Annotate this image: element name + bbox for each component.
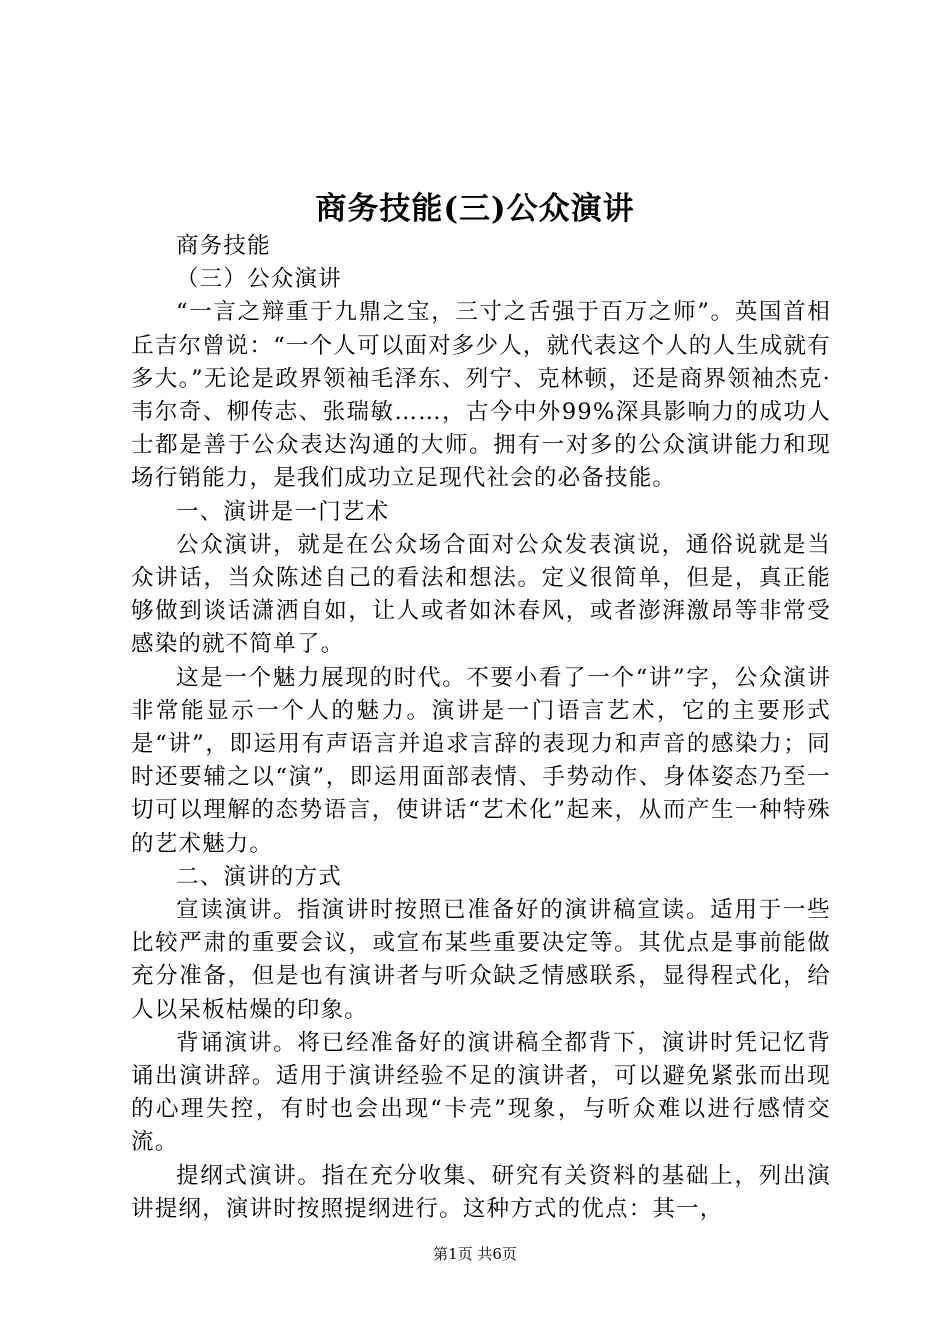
paragraph-subject: 商务技能 [176,233,271,259]
paragraph-outline: 提纲式演讲。指在充分收集、研究有关资料的基础上，列出演讲提纲，演讲时按照提纲进行。这种方式的优点：其一， [131,1162,831,1222]
section-heading-1: 一、演讲是一门艺术 [176,498,390,525]
paragraph-charm: 这是一个魅力展现的时代。不要小看了一个“讲”字，公众演讲非常能显示一个人的魅力。演讲是一门语言艺术，它的主要形式是“讲”，即运用有声语言并追求言辞的表现力和声音的感染力；同时还要辅之以“演”，即运用面部表情、手势动作、身体姿态乃至一切可以理解的态势语言，使讲话“艺术化”起来，从而产生一种特殊的艺术魅力。 [131,664,831,857]
paragraph-intro: “一言之辩重于九鼎之宝，三寸之舌强于百万之师”。英国首相丘吉尔曾说：“一个人可以面对多少人，就代表这个人的人生成就有多大。”无论是政界领袖毛泽东、列宁、克林顿，还是商界领袖杰克·韦尔奇、柳传志、张瑞敏……，古今中外99%深具影响力的成功人士都是善于公众表达沟通的大师。拥有一对多的公众演讲能力和现场行销能力，是我们成功立足现代社会的必备技能。 [131,299,832,492]
paragraph-subtitle: （三）公众演讲 [176,266,342,293]
section-heading-2: 二、演讲的方式 [176,863,342,890]
document-title: 商务技能(三)公众演讲 [315,191,635,227]
page-number: 第1页 共6页 [433,1245,517,1263]
paragraph-reciting: 背诵演讲。将已经准备好的演讲稿全都背下，演讲时凭记忆背诵出演讲辞。适用于演讲经验不足的演讲者，可以避免紧张而出现的心理失控，有时也会出现“卡壳”现象，与听众难以进行感情交流。 [131,1029,831,1156]
paragraph-definition: 公众演讲，就是在公众场合面对公众发表演说，通俗说就是当众讲话，当众陈述自己的看法和想法。定义很简单，但是，真正能够做到谈话潇洒自如，让人或者如沐春风，或者澎湃激昂等非常受感染的就不简单了。 [131,531,831,658]
document-body [131,230,831,1226]
paragraph-reading: 宣读演讲。指演讲时按照已准备好的演讲稿宣读。适用于一些比较严肃的重要会议，或宣布某些重要决定等。其优点是事前能做充分准备，但是也有演讲者与听众缺乏情感联系，显得程式化，给人以呆板枯燥的印象。 [131,897,831,1023]
